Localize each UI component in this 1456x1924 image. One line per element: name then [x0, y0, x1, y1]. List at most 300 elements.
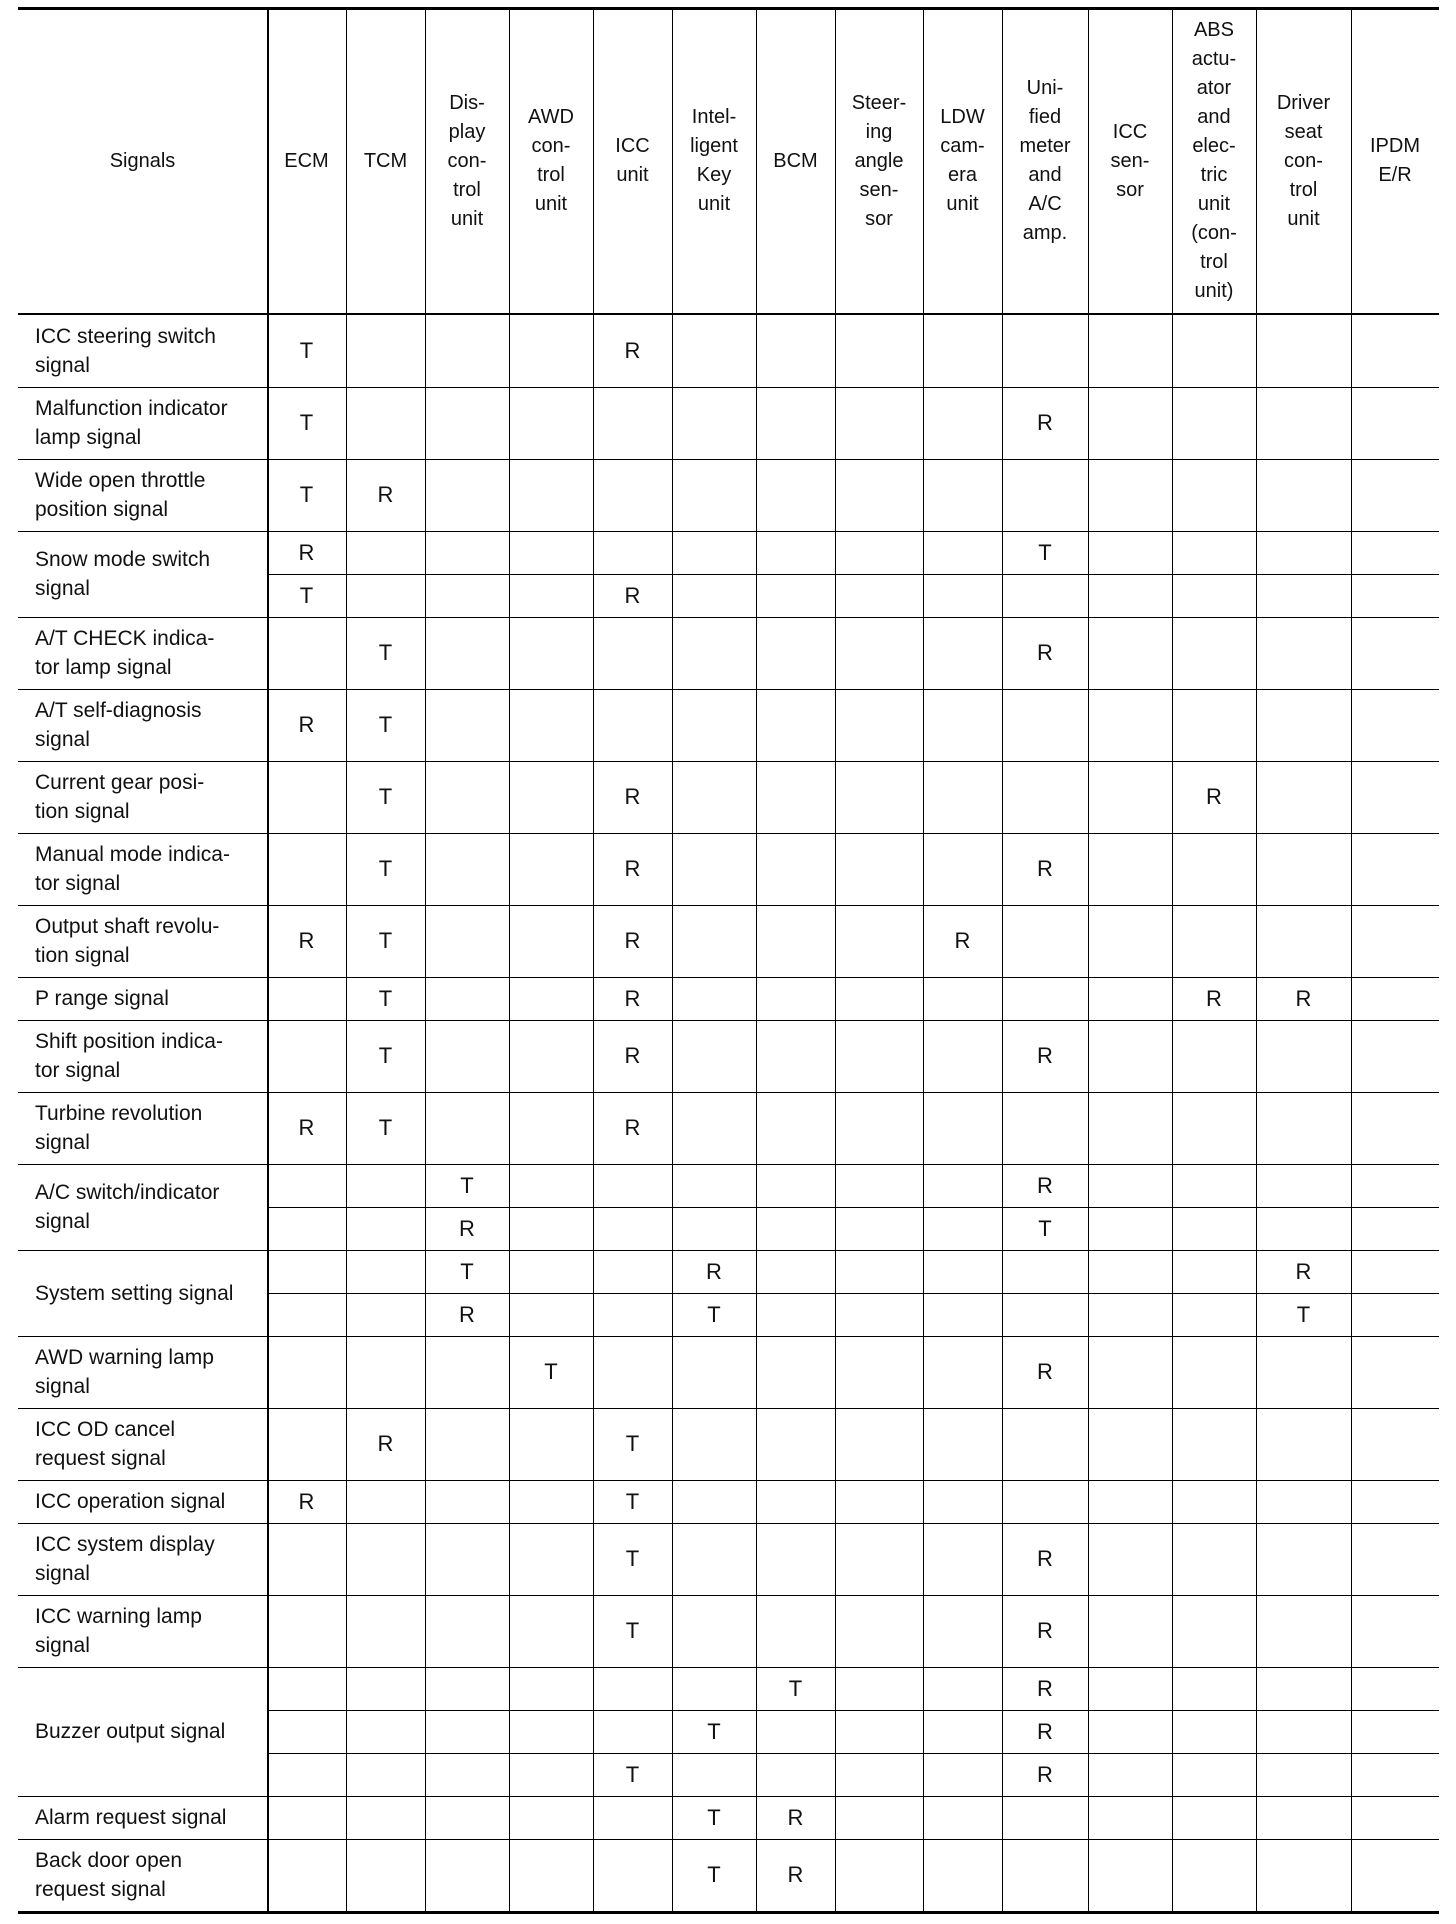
cell-value: T	[299, 338, 314, 363]
table-cell	[1172, 315, 1256, 387]
column-header-label: ICC unit	[615, 135, 650, 186]
signal-label-text: Malfunction indicator lamp signal	[35, 397, 228, 449]
table-cell	[756, 1336, 835, 1408]
table-cell	[425, 1164, 509, 1207]
table-cell	[509, 1250, 593, 1293]
table-cell	[1002, 761, 1088, 833]
signal-label-text: A/C switch/indicator signal	[35, 1181, 220, 1233]
signal-label	[18, 1020, 267, 1092]
table-cell	[593, 1020, 672, 1092]
table-cell	[1351, 1250, 1439, 1293]
sub-row-divider	[267, 574, 1439, 575]
table-cell	[267, 1595, 346, 1667]
table-cell	[835, 1523, 923, 1595]
table-cell	[346, 574, 425, 617]
column-header-label: Intel- ligent Key unit	[690, 106, 738, 215]
table-cell	[267, 1839, 346, 1911]
table-cell	[1351, 1839, 1439, 1911]
table-cell	[1002, 315, 1088, 387]
column-divider	[509, 7, 510, 1911]
table-cell	[1088, 1336, 1172, 1408]
column-header	[267, 9, 346, 313]
table-cell	[923, 574, 1002, 617]
table-cell	[1002, 459, 1088, 531]
table-cell	[346, 1753, 425, 1796]
signal-label	[18, 1595, 267, 1667]
table-cell	[509, 1092, 593, 1164]
table-cell	[346, 1336, 425, 1408]
table-cell	[1088, 1293, 1172, 1336]
table-cell	[509, 1839, 593, 1911]
table-cell	[593, 1092, 672, 1164]
table-cell	[1256, 977, 1351, 1020]
column-header	[509, 9, 593, 313]
column-divider	[835, 7, 836, 1911]
table-cell	[756, 1839, 835, 1911]
table-cell	[1002, 1020, 1088, 1092]
cell-value: T	[544, 1359, 558, 1384]
table-cell	[923, 1250, 1002, 1293]
cell-value: R	[1295, 1258, 1312, 1284]
table-cell	[509, 1523, 593, 1595]
signal-label-text: Alarm request signal	[35, 1806, 227, 1829]
table-cell	[267, 977, 346, 1020]
table-cell	[1088, 574, 1172, 617]
table-cell	[1256, 1523, 1351, 1595]
table-cell	[835, 1839, 923, 1911]
table-cell	[1351, 689, 1439, 761]
table-cell	[1351, 1710, 1439, 1753]
signal-label	[18, 1164, 267, 1250]
column-header-label: LDW cam- era unit	[940, 106, 985, 215]
table-cell	[509, 1667, 593, 1710]
table-cell	[756, 1408, 835, 1480]
table-cell	[346, 833, 425, 905]
table-cell	[425, 1092, 509, 1164]
table-cell	[425, 1667, 509, 1710]
table-cell	[1256, 1207, 1351, 1250]
column-divider	[756, 7, 757, 1911]
table-cell	[267, 1207, 346, 1250]
table-cell	[1351, 1336, 1439, 1408]
signal-label	[18, 1796, 267, 1839]
table-cell	[425, 905, 509, 977]
table-cell	[923, 617, 1002, 689]
table-cell	[923, 1092, 1002, 1164]
table-cell	[672, 1839, 756, 1911]
table-cell	[1351, 574, 1439, 617]
column-header	[1172, 9, 1256, 313]
cell-value: T	[378, 856, 393, 881]
table-cell	[593, 905, 672, 977]
table-cell	[672, 1796, 756, 1839]
cell-value: R	[1037, 1172, 1053, 1198]
cell-value: R	[1037, 410, 1053, 435]
table-cell	[835, 1164, 923, 1207]
table-cell	[346, 761, 425, 833]
table-cell	[509, 459, 593, 531]
table-cell	[593, 1164, 672, 1207]
column-header	[346, 9, 425, 313]
table-cell	[1351, 1595, 1439, 1667]
cell-value: T	[1296, 1301, 1311, 1327]
table-cell	[1172, 1667, 1256, 1710]
table-cell	[756, 1164, 835, 1207]
cell-value: R	[1295, 985, 1312, 1011]
cell-value: R	[787, 1862, 804, 1887]
cell-value: R	[1037, 1546, 1053, 1571]
table-cell	[1351, 1020, 1439, 1092]
table-cell	[1172, 1408, 1256, 1480]
table-cell	[1002, 387, 1088, 459]
table-cell	[1256, 1753, 1351, 1796]
table-cell	[672, 1480, 756, 1523]
signal-label-text: Output shaft revolu- tion signal	[35, 915, 220, 967]
table-cell	[1256, 1020, 1351, 1092]
table-cell	[509, 531, 593, 574]
signal-label	[18, 689, 267, 761]
cell-value: R	[377, 482, 394, 507]
table-cell	[1002, 689, 1088, 761]
table-cell	[509, 1020, 593, 1092]
table-cell	[1172, 1293, 1256, 1336]
table-cell	[593, 977, 672, 1020]
table-cell	[672, 1753, 756, 1796]
table-cell	[267, 617, 346, 689]
table-cell	[267, 833, 346, 905]
table-cell	[346, 1207, 425, 1250]
table-cell	[509, 905, 593, 977]
table-cell	[346, 1667, 425, 1710]
column-header	[1002, 9, 1088, 313]
cell-value: R	[1037, 856, 1053, 881]
table-cell	[593, 387, 672, 459]
table-cell	[509, 1164, 593, 1207]
cell-value: R	[1037, 1043, 1053, 1068]
table-cell	[1256, 1164, 1351, 1207]
cell-value: T	[460, 1172, 474, 1198]
table-cell	[425, 1523, 509, 1595]
signal-label-text: AWD warning lamp signal	[35, 1346, 214, 1398]
signal-label	[18, 833, 267, 905]
table-cell	[756, 1020, 835, 1092]
table-cell	[346, 1092, 425, 1164]
column-header	[835, 9, 923, 313]
column-header-label: ABS actu- ator and elec- tric unit (con- trol unit)	[1191, 19, 1237, 302]
table-cell	[1002, 833, 1088, 905]
table-cell	[756, 1480, 835, 1523]
table-cell	[672, 1595, 756, 1667]
sub-row-divider	[267, 1753, 1439, 1754]
column-divider	[425, 7, 426, 1911]
table-cell	[593, 1839, 672, 1911]
table-cell	[1088, 1595, 1172, 1667]
table-cell	[267, 459, 346, 531]
table-cell	[1002, 1523, 1088, 1595]
table-cell	[1172, 387, 1256, 459]
table-cell	[756, 833, 835, 905]
table-cell	[835, 761, 923, 833]
cell-value: R	[624, 582, 641, 608]
table-cell	[425, 1480, 509, 1523]
table-cell	[425, 689, 509, 761]
table-cell	[672, 1293, 756, 1336]
table-cell	[346, 1164, 425, 1207]
table-cell	[1088, 689, 1172, 761]
table-cell	[1002, 531, 1088, 574]
table-cell	[923, 1164, 1002, 1207]
column-divider	[1002, 7, 1003, 1911]
table-cell	[835, 1092, 923, 1164]
table-cell	[1351, 1753, 1439, 1796]
column-header-label: Steer- ing angle sen- sor	[851, 91, 907, 230]
column-divider	[267, 7, 269, 1911]
signal-label-text: Buzzer output signal	[35, 1720, 226, 1743]
table-cell	[756, 1523, 835, 1595]
table-cell	[593, 1667, 672, 1710]
table-cell	[1172, 1796, 1256, 1839]
table-cell	[1172, 617, 1256, 689]
table-cell	[672, 459, 756, 531]
table-cell	[425, 1207, 509, 1250]
table-cell	[756, 617, 835, 689]
column-header	[1351, 9, 1439, 313]
table-cell	[1088, 1480, 1172, 1523]
table-cell	[593, 1523, 672, 1595]
signal-label	[18, 617, 267, 689]
table-cell	[1088, 387, 1172, 459]
table-cell	[1256, 833, 1351, 905]
cell-value: R	[954, 928, 971, 953]
cell-value: T	[707, 1804, 721, 1830]
table-cell	[672, 761, 756, 833]
table-cell	[756, 1753, 835, 1796]
table-cell	[593, 1336, 672, 1408]
table-cell	[672, 833, 756, 905]
table-cell	[923, 1523, 1002, 1595]
table-cell	[756, 1250, 835, 1293]
table-cell	[593, 1480, 672, 1523]
table-cell	[1088, 761, 1172, 833]
table-cell	[923, 1667, 1002, 1710]
table-cell	[1088, 1523, 1172, 1595]
table-cell	[756, 1710, 835, 1753]
table-cell	[1256, 574, 1351, 617]
cell-value: R	[459, 1215, 475, 1241]
table-cell	[672, 1020, 756, 1092]
table-cell	[1256, 1710, 1351, 1753]
table-cell	[756, 1293, 835, 1336]
table-cell	[1002, 617, 1088, 689]
table-cell	[425, 1839, 509, 1911]
table-cell	[1256, 1667, 1351, 1710]
table-cell	[756, 1667, 835, 1710]
table-cell	[509, 1480, 593, 1523]
column-header	[425, 9, 509, 313]
table-cell	[1351, 459, 1439, 531]
cell-value: R	[377, 1431, 394, 1456]
table-cell	[267, 1710, 346, 1753]
table-cell	[1172, 1250, 1256, 1293]
table-cell	[672, 1408, 756, 1480]
table-cell	[346, 1480, 425, 1523]
table-cell	[756, 459, 835, 531]
table-cell	[835, 574, 923, 617]
cell-value: T	[788, 1675, 803, 1701]
table-cell	[1088, 1207, 1172, 1250]
table-cell	[756, 531, 835, 574]
table-cell	[1256, 315, 1351, 387]
table-cell	[346, 387, 425, 459]
table-cell	[593, 574, 672, 617]
table-cell	[346, 617, 425, 689]
table-cell	[1351, 1796, 1439, 1839]
table-cell	[267, 761, 346, 833]
table-cell	[1002, 574, 1088, 617]
table-cell	[1088, 459, 1172, 531]
signal-label	[18, 1092, 267, 1164]
signal-label-text: Turbine revolution signal	[35, 1102, 203, 1154]
table-cell	[1088, 977, 1172, 1020]
signal-label	[18, 1667, 267, 1796]
table-cell	[835, 1710, 923, 1753]
table-cell	[509, 315, 593, 387]
sub-row-divider	[267, 1293, 1439, 1294]
table-cell	[1351, 905, 1439, 977]
signal-label-text: Wide open throttle position signal	[35, 469, 206, 521]
cell-value: T	[625, 1431, 640, 1456]
table-cell	[672, 315, 756, 387]
signal-label	[18, 905, 267, 977]
cell-value: T	[1038, 1215, 1052, 1241]
table-cell	[346, 1796, 425, 1839]
signal-label-text: ICC system display signal	[35, 1533, 215, 1585]
table-cell	[267, 1408, 346, 1480]
table-cell	[1256, 1250, 1351, 1293]
table-cell	[267, 574, 346, 617]
table-cell	[1256, 1595, 1351, 1667]
table-cell	[267, 1796, 346, 1839]
table-cell	[509, 574, 593, 617]
table-cell	[1002, 1595, 1088, 1667]
table-cell	[1088, 617, 1172, 689]
table-cell	[756, 689, 835, 761]
table-cell	[672, 387, 756, 459]
cell-value: R	[298, 712, 315, 737]
table-cell	[923, 761, 1002, 833]
column-divider	[1172, 7, 1173, 1911]
table-cell	[593, 1753, 672, 1796]
signal-label-text: Current gear posi- tion signal	[35, 771, 205, 823]
column-header-label: IPDM E/R	[1370, 135, 1420, 186]
sub-row-divider	[267, 1207, 1439, 1208]
signal-label-text: System setting signal	[35, 1281, 234, 1305]
table-cell	[1351, 761, 1439, 833]
table-cell	[672, 574, 756, 617]
table-cell	[1002, 1092, 1088, 1164]
table-cell	[1351, 977, 1439, 1020]
table-cell	[425, 574, 509, 617]
table-cell	[267, 1250, 346, 1293]
table-cell	[923, 977, 1002, 1020]
table-cell	[1002, 1796, 1088, 1839]
column-header-label: Dis- play con- trol unit	[447, 91, 487, 230]
table-cell	[1088, 1250, 1172, 1293]
table-cell	[425, 1293, 509, 1336]
cell-value: R	[298, 928, 315, 953]
table-cell	[835, 1796, 923, 1839]
table-cell	[425, 459, 509, 531]
table-cell	[1002, 1250, 1088, 1293]
table-cell	[267, 689, 346, 761]
table-cell	[1002, 1207, 1088, 1250]
table-cell	[267, 1667, 346, 1710]
signal-label	[18, 459, 267, 531]
cell-value: T	[625, 1618, 640, 1643]
column-header-label: Uni- fied meter and A/C amp.	[1019, 77, 1071, 244]
cell-value: R	[1037, 1761, 1053, 1787]
table-cell	[267, 1753, 346, 1796]
table-cell	[267, 387, 346, 459]
table-cell	[267, 905, 346, 977]
table-cell	[672, 531, 756, 574]
signal-label-text: Shift position indica- tor signal	[35, 1030, 223, 1082]
column-divider	[923, 7, 924, 1911]
table-cell	[1256, 1408, 1351, 1480]
table-cell	[509, 1336, 593, 1408]
table-cell	[593, 833, 672, 905]
signal-label-text: ICC OD cancel request signal	[35, 1418, 176, 1470]
table-cell	[509, 1207, 593, 1250]
table-cell	[835, 977, 923, 1020]
column-header	[923, 9, 1002, 313]
table-cell	[425, 1020, 509, 1092]
table-cell	[756, 761, 835, 833]
signal-label-text: P range signal	[35, 987, 169, 1010]
table-cell	[425, 833, 509, 905]
table-cell	[1172, 1523, 1256, 1595]
table-cell	[1172, 905, 1256, 977]
table-cell	[1088, 1839, 1172, 1911]
table-cell	[1256, 1796, 1351, 1839]
cell-value: R	[706, 1258, 722, 1284]
table-cell	[1088, 1667, 1172, 1710]
table-cell	[1256, 905, 1351, 977]
table-cell	[923, 1480, 1002, 1523]
table-cell	[1002, 1480, 1088, 1523]
table-cell	[1256, 689, 1351, 761]
table-cell	[1172, 1207, 1256, 1250]
table-cell	[835, 459, 923, 531]
table-cell	[1351, 1164, 1439, 1207]
table-cell	[267, 1480, 346, 1523]
cell-value: T	[625, 1488, 640, 1514]
column-divider	[593, 7, 594, 1911]
table-cell	[1256, 1480, 1351, 1523]
table-cell	[1088, 1796, 1172, 1839]
table-cell	[756, 1092, 835, 1164]
table-cell	[1172, 1595, 1256, 1667]
table-cell	[923, 1293, 1002, 1336]
cell-value: R	[624, 856, 641, 881]
table-cell	[1002, 1164, 1088, 1207]
column-header	[756, 9, 835, 313]
table-cell	[346, 1020, 425, 1092]
table-cell	[593, 459, 672, 531]
column-divider	[1088, 7, 1089, 1911]
table-cell	[835, 617, 923, 689]
table-cell	[923, 1408, 1002, 1480]
